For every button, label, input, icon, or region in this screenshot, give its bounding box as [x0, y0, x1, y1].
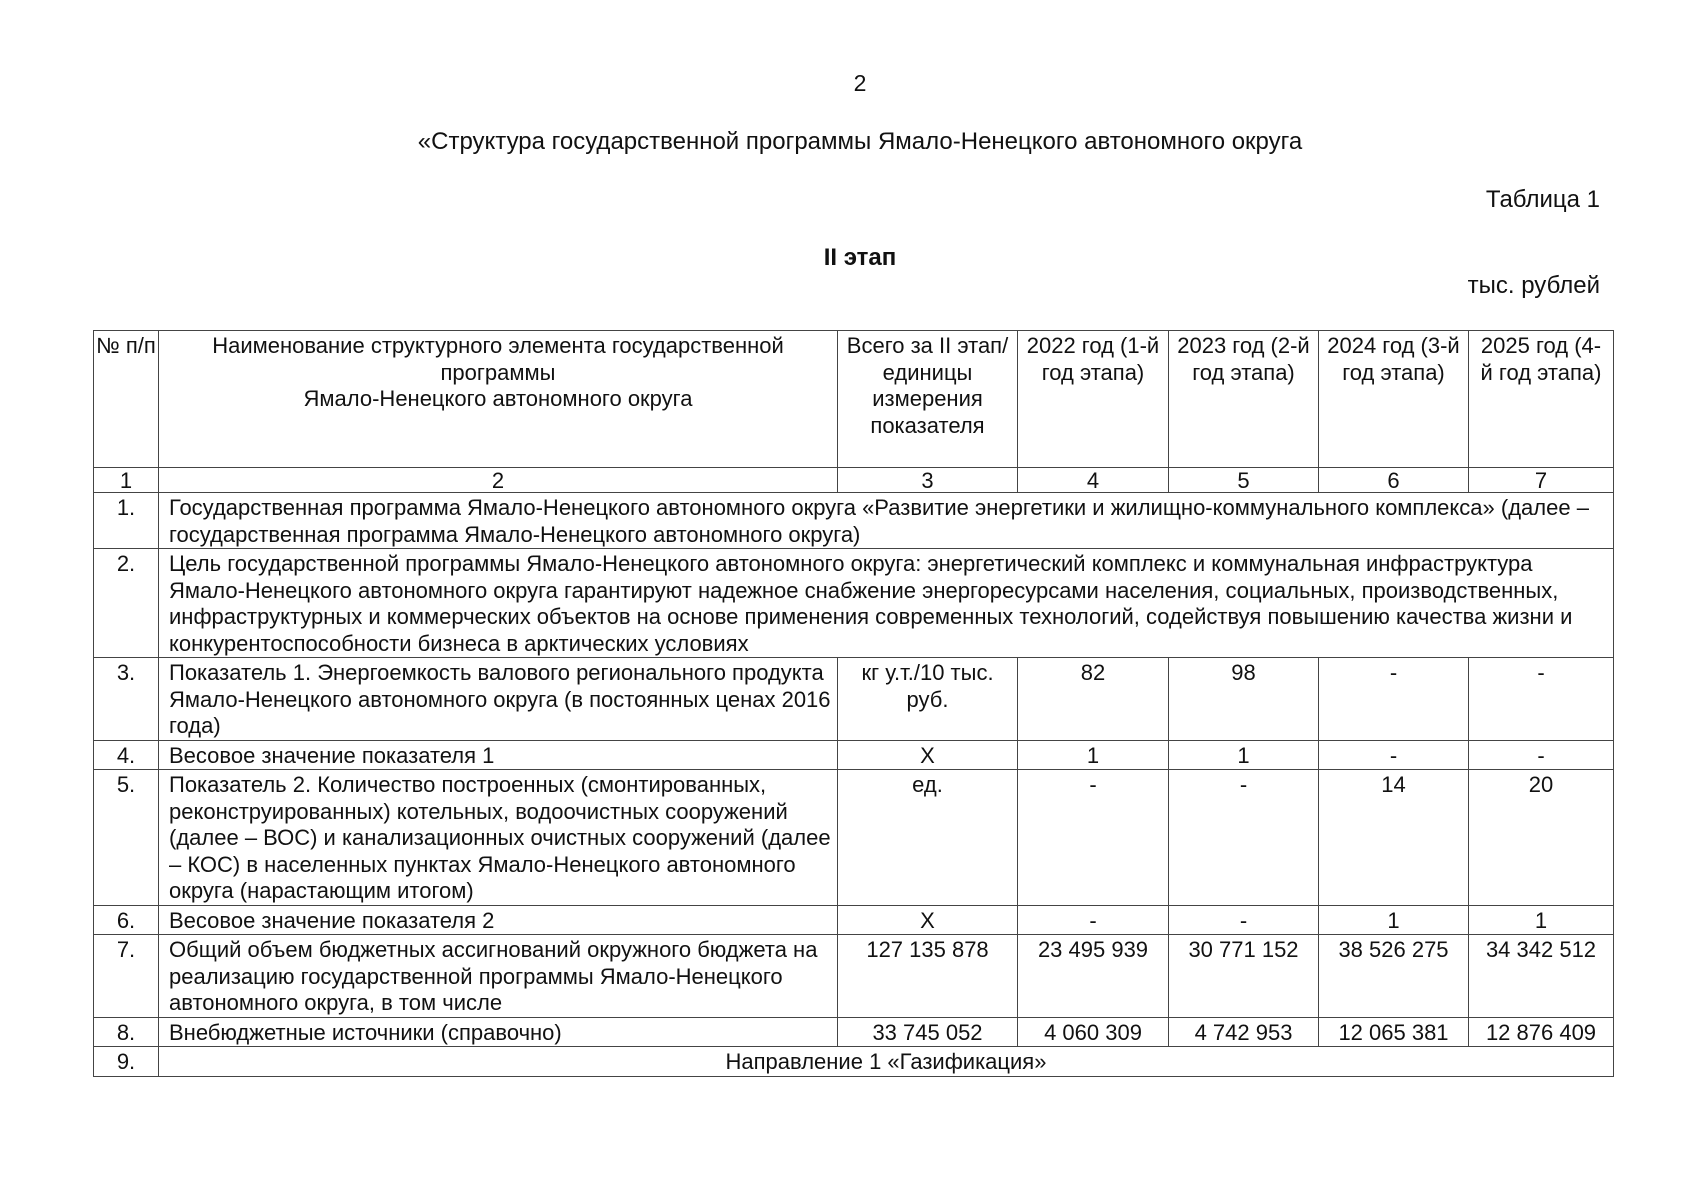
row-2025: - [1469, 740, 1614, 770]
row-name: Показатель 2. Количество построенных (смонтированных, реконструированных) котельных, водоочистных сооружений (далее – ВОС) и канализационных очистных сооружений (далее – КОС) в населенных пунктах Ямало-Ненецкого автономного округа (нарастающим итогом) [159, 770, 838, 906]
table-header-row [94, 331, 1614, 468]
row-2022: - [1018, 905, 1169, 935]
row-number: 7. [94, 935, 159, 1018]
row-2023: 98 [1169, 658, 1319, 741]
header-name [159, 331, 838, 468]
row-total: 33 745 052 [838, 1017, 1018, 1047]
column-index: 4 [1018, 468, 1169, 493]
table-row [94, 905, 1614, 935]
row-2023: 30 771 152 [1169, 935, 1319, 1018]
row-number: 2. [94, 549, 159, 658]
table-row [94, 935, 1614, 1018]
row-2025: 12 876 409 [1469, 1017, 1614, 1047]
row-total: Х [838, 905, 1018, 935]
table-row [94, 1047, 1614, 1077]
table-row [94, 549, 1614, 658]
row-2022: 23 495 939 [1018, 935, 1169, 1018]
header-number: № п/п [94, 331, 159, 468]
column-index: 5 [1169, 468, 1319, 493]
row-number: 4. [94, 740, 159, 770]
row-number: 5. [94, 770, 159, 906]
column-index-row [94, 468, 1614, 493]
row-name: Показатель 1. Энергоемкость валового регионального продукта Ямало-Ненецкого автономного округа (в постоянных ценах 2016 года) [159, 658, 838, 741]
row-2022: - [1018, 770, 1169, 906]
units-label: тыс. рублей [1467, 272, 1600, 299]
row-total: 127 135 878 [838, 935, 1018, 1018]
page-number: 2 [853, 70, 867, 96]
row-2023: - [1169, 905, 1319, 935]
program-title-cell: Государственная программа Ямало-Ненецкого автономного округа «Развитие энергетики и жилищно-коммунального комплекса» (далее – государственная программа Ямало-Ненецкого автономного округа) [159, 493, 1614, 549]
row-2023: - [1169, 770, 1319, 906]
row-2024: - [1319, 658, 1469, 741]
column-index: 1 [94, 468, 159, 493]
row-2025: - [1469, 658, 1614, 741]
row-number: 3. [94, 658, 159, 741]
row-2025: 34 342 512 [1469, 935, 1614, 1018]
row-number: 1. [94, 493, 159, 549]
table-label: Таблица 1 [1485, 186, 1600, 213]
row-2025: 20 [1469, 770, 1614, 906]
program-structure-table [93, 330, 1614, 1077]
row-name: Внебюджетные источники (справочно) [159, 1017, 838, 1047]
document-title: «Структура государственной программы Ямало-Ненецкого автономного округа [417, 128, 1303, 155]
row-name: Весовое значение показателя 1 [159, 740, 838, 770]
header-total: Всего за II этап/ единицы измерения показателя [838, 331, 1018, 468]
row-2022: 1 [1018, 740, 1169, 770]
header-name-line1: Наименование структурного элемента государственной программы [212, 333, 784, 385]
row-2023: 1 [1169, 740, 1319, 770]
row-number: 9. [94, 1047, 159, 1077]
row-2022: 4 060 309 [1018, 1017, 1169, 1047]
row-2022: 82 [1018, 658, 1169, 741]
row-name: Весовое значение показателя 2 [159, 905, 838, 935]
stage-title: II этап [823, 244, 897, 271]
row-number: 8. [94, 1017, 159, 1047]
row-2024: 12 065 381 [1319, 1017, 1469, 1047]
row-total: кг у.т./10 тыс. руб. [838, 658, 1018, 741]
header-2022: 2022 год (1-й год этапа) [1018, 331, 1169, 468]
column-index: 2 [159, 468, 838, 493]
row-2024: 1 [1319, 905, 1469, 935]
table-row [94, 740, 1614, 770]
column-index: 3 [838, 468, 1018, 493]
row-2025: 1 [1469, 905, 1614, 935]
program-goal-cell: Цель государственной программы Ямало-Ненецкого автономного округа: энергетический комплекс и коммунальная инфраструктура Ямало-Ненецкого автономного округа гарантируют надежное снабжение энергоресурсами населения, социальных, производственных, инфраструктурных и коммерческих объектов на основе применения современных технологий, содействуя повышению качества жизни и конкурентоспособности бизнеса в арктических условиях [159, 549, 1614, 658]
row-2023: 4 742 953 [1169, 1017, 1319, 1047]
table-row [94, 658, 1614, 741]
row-name: Общий объем бюджетных ассигнований окружного бюджета на реализацию государственной программы Ямало-Ненецкого автономного округа, в том числе [159, 935, 838, 1018]
row-total: Х [838, 740, 1018, 770]
column-index: 7 [1469, 468, 1614, 493]
row-number: 6. [94, 905, 159, 935]
row-total: ед. [838, 770, 1018, 906]
row-2024: 38 526 275 [1319, 935, 1469, 1018]
header-2023: 2023 год (2-й год этапа) [1169, 331, 1319, 468]
direction-title-cell: Направление 1 «Газификация» [159, 1047, 1614, 1077]
table-row [94, 770, 1614, 906]
header-2025: 2025 год (4-й год этапа) [1469, 331, 1614, 468]
header-name-line2: Ямало-Ненецкого автономного округа [303, 386, 693, 411]
header-2024: 2024 год (3-й год этапа) [1319, 331, 1469, 468]
row-2024: - [1319, 740, 1469, 770]
row-2024: 14 [1319, 770, 1469, 906]
table-row [94, 1017, 1614, 1047]
column-index: 6 [1319, 468, 1469, 493]
table-row [94, 493, 1614, 549]
